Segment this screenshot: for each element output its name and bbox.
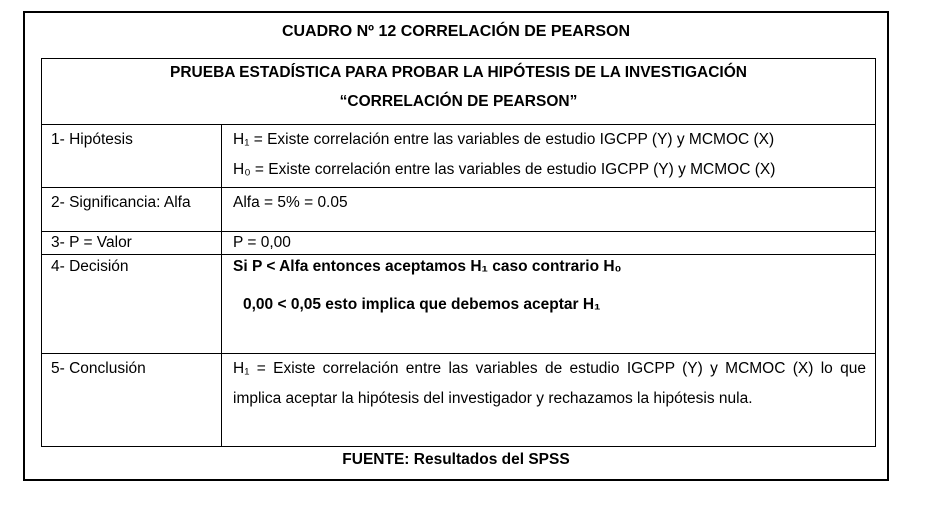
hypothesis-h1: H₁ = Existe correlación entre las variables de estudio IGCPP (Y) y MCMOC (X)	[233, 131, 775, 148]
table-row-conclusion	[42, 354, 876, 447]
decision-result: 0,00 < 0,05 esto implica que debemos aceptar H₁	[243, 296, 601, 313]
decision-rule: Si P < Alfa entonces aceptamos H₁ caso contrario H₀	[233, 258, 622, 275]
row-value-decision	[222, 255, 876, 354]
pearson-table	[41, 58, 876, 447]
header-line-2: “CORRELACIÓN DE PEARSON”	[339, 93, 578, 110]
source-note: FUENTE: Resultados del SPSS	[342, 451, 570, 468]
row-value-significance: Alfa = 5% = 0.05	[222, 188, 876, 232]
row-label-conclusion: 5- Conclusión	[42, 354, 222, 447]
table-row-hypothesis	[42, 125, 876, 188]
table-header	[42, 59, 876, 125]
row-label-hypothesis: 1- Hipótesis	[42, 125, 222, 188]
row-label-p-value: 3- P = Valor	[42, 232, 222, 255]
hypothesis-h0: H₀ = Existe correlación entre las variables de estudio IGCPP (Y) y MCMOC (X)	[233, 161, 776, 178]
row-label-significance: 2- Significancia: Alfa	[42, 188, 222, 232]
table-row-p-value	[42, 232, 876, 255]
row-value-hypothesis	[222, 125, 876, 188]
table-title: CUADRO Nº 12 CORRELACIÓN DE PEARSON	[281, 23, 631, 40]
row-label-decision: 4- Decisión	[42, 255, 222, 354]
table-row-significance	[42, 188, 876, 232]
row-value-conclusion	[222, 354, 876, 447]
conclusion-text: H₁ = Existe correlación entre las variables de estudio IGCPP (Y) y MCMOC (X) lo que implica aceptar la hipótesis del investigador y rechazamos la hipótesis nula.	[233, 360, 866, 407]
row-value-p-value: P = 0,00	[222, 232, 876, 255]
table-frame	[23, 11, 889, 481]
header-line-1: PRUEBA ESTADÍSTICA PARA PROBAR LA HIPÓTESIS DE LA INVESTIGACIÓN	[170, 64, 747, 81]
table-row-decision	[42, 255, 876, 354]
